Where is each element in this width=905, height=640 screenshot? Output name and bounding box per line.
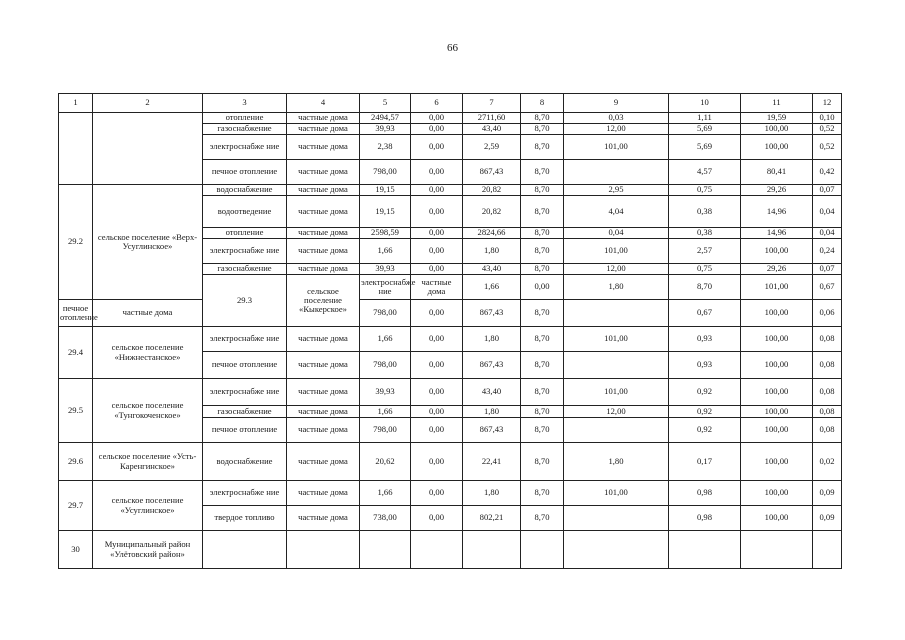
value-cell-9: 0,04: [564, 228, 669, 239]
value-cell-10: 0,92: [669, 418, 741, 443]
value-cell-9: [564, 506, 669, 531]
value-cell-7: 867,43: [463, 300, 521, 327]
housing-type-cell: частные дома: [287, 379, 360, 406]
value-cell-9: 1,80: [564, 443, 669, 481]
value-cell-10: 0,98: [669, 506, 741, 531]
value-cell-8: 8,70: [521, 481, 564, 506]
value-cell-7: 1,80: [463, 481, 521, 506]
resource-type-cell: печное отопление: [203, 352, 287, 379]
value-cell-5: 798,00: [360, 418, 411, 443]
settlement-name-cell: сельское поселение «Кыкерское»: [287, 275, 360, 327]
value-cell-5: 1,66: [360, 481, 411, 506]
value-cell-5: 20,62: [360, 443, 411, 481]
header-cell: 1: [59, 94, 93, 113]
value-cell-10: 0,92: [669, 379, 741, 406]
value-cell-11: 29,26: [741, 185, 813, 196]
value-cell-8: 8,70: [521, 228, 564, 239]
row-number-cell: [59, 113, 93, 185]
row-number-cell: 29.2: [59, 185, 93, 300]
housing-type-cell: частные дома: [287, 113, 360, 124]
value-cell-12: 0,08: [813, 418, 842, 443]
value-cell-5: 39,93: [360, 124, 411, 135]
header-cell: 6: [411, 94, 463, 113]
value-cell-7: 2824,66: [463, 228, 521, 239]
value-cell-10: 5,69: [669, 135, 741, 160]
resource-type-cell: электроснабже ние: [203, 327, 287, 352]
value-cell-6: 0,00: [411, 196, 463, 228]
value-cell-6: 0,00: [411, 160, 463, 185]
value-cell-9: 101,00: [564, 135, 669, 160]
value-cell-9: 101,00: [564, 481, 669, 506]
value-cell-5: 798,00: [360, 300, 411, 327]
header-cell: 8: [521, 94, 564, 113]
value-cell-9: 0,03: [564, 113, 669, 124]
value-cell-9: 12,00: [564, 124, 669, 135]
resource-type-cell: печное отопление: [203, 418, 287, 443]
header-cell: 12: [813, 94, 842, 113]
resource-type-cell: [203, 531, 287, 569]
header-cell: 4: [287, 94, 360, 113]
value-cell-6: 0,00: [521, 275, 564, 300]
value-cell-11: 100,00: [741, 379, 813, 406]
resource-type-cell: электроснабже ние: [203, 135, 287, 160]
value-cell-5: 2598,59: [360, 228, 411, 239]
value-cell-11: 29,26: [741, 264, 813, 275]
value-cell-10: 0,92: [669, 406, 741, 418]
header-cell: 11: [741, 94, 813, 113]
value-cell-7: 867,43: [463, 160, 521, 185]
value-cell-8: 8,70: [521, 352, 564, 379]
value-cell-5: 738,00: [360, 506, 411, 531]
value-cell-10: 0,67: [669, 300, 741, 327]
value-cell-11: 14,96: [741, 228, 813, 239]
value-cell-11: 100,00: [741, 406, 813, 418]
resource-type-cell: электроснабже ние: [360, 275, 411, 300]
housing-type-cell: [287, 531, 360, 569]
housing-type-cell: частные дома: [287, 264, 360, 275]
value-cell-7: 20,82: [463, 196, 521, 228]
value-cell-12: 0,10: [813, 113, 842, 124]
resource-type-cell: печное отопление: [59, 300, 93, 327]
settlement-name-cell: сельское поселение «Усуглинское»: [93, 481, 203, 531]
value-cell-5: 19,15: [360, 196, 411, 228]
value-cell-11: 100,00: [741, 481, 813, 506]
value-cell-11: [741, 531, 813, 569]
value-cell-12: 0,09: [813, 481, 842, 506]
housing-type-cell: частные дома: [287, 228, 360, 239]
value-cell-5: 798,00: [360, 160, 411, 185]
value-cell-7: 2711,60: [463, 113, 521, 124]
value-cell-6: 0,00: [411, 185, 463, 196]
value-cell-9: [564, 300, 669, 327]
value-cell-8: 8,70: [521, 406, 564, 418]
value-cell-8: 8,70: [521, 264, 564, 275]
resource-type-cell: отопление: [203, 228, 287, 239]
header-row: [59, 94, 842, 113]
value-cell-9: [564, 531, 669, 569]
value-cell-8: 8,70: [521, 124, 564, 135]
value-cell-8: 8,70: [521, 113, 564, 124]
value-cell-12: 0,08: [813, 406, 842, 418]
settlement-name-cell: Муниципальный район «Улётовский район»: [93, 531, 203, 569]
value-cell-7: [463, 531, 521, 569]
value-cell-10: 4,57: [669, 160, 741, 185]
value-cell-8: 8,70: [521, 185, 564, 196]
value-cell-6: 0,00: [411, 113, 463, 124]
housing-type-cell: частные дома: [93, 300, 203, 327]
value-cell-9: 4,04: [564, 196, 669, 228]
value-cell-7: 2,59: [463, 135, 521, 160]
settlement-name-cell: сельское поселение «Усть-Каренгинское»: [93, 443, 203, 481]
value-cell-10: 0,38: [669, 228, 741, 239]
value-cell-12: 0,24: [813, 239, 842, 264]
resource-type-cell: газоснабжение: [203, 406, 287, 418]
value-cell-9: 2,95: [564, 185, 669, 196]
value-cell-6: 0,00: [411, 124, 463, 135]
value-cell-10: 1,11: [669, 113, 741, 124]
resource-type-cell: электроснабже ние: [203, 239, 287, 264]
value-cell-6: [411, 531, 463, 569]
value-cell-12: 0,08: [813, 352, 842, 379]
table-row: [59, 300, 842, 327]
value-cell-5: 1,66: [463, 275, 521, 300]
value-cell-5: 2494,57: [360, 113, 411, 124]
housing-type-cell: частные дома: [287, 406, 360, 418]
housing-type-cell: частные дома: [287, 124, 360, 135]
tariff-table: [58, 93, 842, 569]
value-cell-8: 8,70: [669, 275, 741, 300]
value-cell-10: 2,57: [669, 239, 741, 264]
housing-type-cell: частные дома: [287, 443, 360, 481]
header-cell: 10: [669, 94, 741, 113]
value-cell-7: 867,43: [463, 418, 521, 443]
settlement-name-cell: сельское поселение «Тунгокоченское»: [93, 379, 203, 443]
housing-type-cell: частные дома: [287, 506, 360, 531]
value-cell-12: 0,02: [813, 443, 842, 481]
value-cell-8: 8,70: [521, 379, 564, 406]
value-cell-5: 1,66: [360, 327, 411, 352]
value-cell-5: 2,38: [360, 135, 411, 160]
settlement-name-cell: сельское поселение «Нижнестанское»: [93, 327, 203, 379]
value-cell-6: 0,00: [411, 506, 463, 531]
header-cell: 7: [463, 94, 521, 113]
header-cell: 2: [93, 94, 203, 113]
housing-type-cell: частные дома: [287, 481, 360, 506]
value-cell-6: 0,00: [411, 443, 463, 481]
value-cell-6: 0,00: [411, 264, 463, 275]
value-cell-8: 8,70: [521, 160, 564, 185]
value-cell-8: 8,70: [521, 135, 564, 160]
value-cell-12: 0,42: [813, 160, 842, 185]
value-cell-5: [360, 531, 411, 569]
value-cell-12: 0,06: [813, 300, 842, 327]
value-cell-10: 5,69: [669, 124, 741, 135]
table-row: [59, 327, 842, 352]
value-cell-12: 0,52: [813, 135, 842, 160]
row-number-cell: 29.6: [59, 443, 93, 481]
value-cell-7: 1,80: [463, 239, 521, 264]
table-row: [59, 379, 842, 406]
value-cell-9: 12,00: [564, 264, 669, 275]
row-number-cell: 29.3: [203, 275, 287, 327]
value-cell-8: [521, 531, 564, 569]
value-cell-9: 12,00: [564, 406, 669, 418]
value-cell-7: 43,40: [463, 124, 521, 135]
value-cell-11: 80,41: [741, 160, 813, 185]
housing-type-cell: частные дома: [287, 327, 360, 352]
value-cell-10: 0,75: [669, 264, 741, 275]
value-cell-7: 802,21: [463, 506, 521, 531]
settlement-name-cell: сельское поселение «Верх-Усуглинское»: [93, 185, 203, 300]
value-cell-12: 0,04: [813, 196, 842, 228]
resource-type-cell: электроснабже ние: [203, 379, 287, 406]
value-cell-10: 0,75: [669, 185, 741, 196]
value-cell-11: 100,00: [741, 418, 813, 443]
housing-type-cell: частные дома: [287, 196, 360, 228]
value-cell-11: 100,00: [741, 300, 813, 327]
value-cell-12: 0,07: [813, 264, 842, 275]
value-cell-7: 1,80: [564, 275, 669, 300]
value-cell-7: 22,41: [463, 443, 521, 481]
value-cell-12: 0,08: [813, 379, 842, 406]
table-row: [59, 531, 842, 569]
value-cell-9: [564, 160, 669, 185]
value-cell-9: 101,00: [564, 327, 669, 352]
table-row: [59, 185, 842, 196]
header-cell: 3: [203, 94, 287, 113]
value-cell-8: 8,70: [521, 196, 564, 228]
value-cell-5: 798,00: [360, 352, 411, 379]
resource-type-cell: водоснабжение: [203, 185, 287, 196]
value-cell-11: 14,96: [741, 196, 813, 228]
value-cell-10: 0,38: [669, 196, 741, 228]
header-cell: 5: [360, 94, 411, 113]
value-cell-6: 0,00: [411, 406, 463, 418]
value-cell-10: 0,93: [669, 352, 741, 379]
value-cell-8: 8,70: [521, 239, 564, 264]
value-cell-8: 8,70: [521, 418, 564, 443]
value-cell-11: 100,00: [741, 506, 813, 531]
value-cell-5: 1,66: [360, 406, 411, 418]
housing-type-cell: частные дома: [287, 160, 360, 185]
value-cell-11: 100,00: [741, 443, 813, 481]
value-cell-6: 0,00: [411, 228, 463, 239]
housing-type-cell: частные дома: [287, 135, 360, 160]
table-row: [59, 443, 842, 481]
value-cell-12: 0,07: [813, 185, 842, 196]
resource-type-cell: отопление: [203, 113, 287, 124]
value-cell-6: 0,00: [411, 379, 463, 406]
value-cell-9: [564, 352, 669, 379]
value-cell-5: 19,15: [360, 185, 411, 196]
value-cell-6: 0,00: [411, 327, 463, 352]
value-cell-8: 8,70: [521, 506, 564, 531]
value-cell-6: 0,00: [411, 481, 463, 506]
resource-type-cell: электроснабже ние: [203, 481, 287, 506]
value-cell-5: 1,66: [360, 239, 411, 264]
value-cell-9: 101,00: [564, 239, 669, 264]
row-number-cell: 29.4: [59, 327, 93, 379]
value-cell-7: 43,40: [463, 379, 521, 406]
value-cell-10: [669, 531, 741, 569]
resource-type-cell: водоотведение: [203, 196, 287, 228]
value-cell-11: 100,00: [741, 239, 813, 264]
resource-type-cell: водоснабжение: [203, 443, 287, 481]
value-cell-12: 0,09: [813, 506, 842, 531]
value-cell-7: 1,80: [463, 327, 521, 352]
value-cell-10: 0,67: [813, 275, 842, 300]
value-cell-5: 39,93: [360, 379, 411, 406]
value-cell-10: 0,98: [669, 481, 741, 506]
table-body: [59, 94, 842, 569]
housing-type-cell: частные дома: [411, 275, 463, 300]
value-cell-9: [564, 418, 669, 443]
value-cell-9: 101,00: [741, 275, 813, 300]
value-cell-12: [813, 531, 842, 569]
value-cell-7: 20,82: [463, 185, 521, 196]
value-cell-8: 8,70: [521, 443, 564, 481]
value-cell-8: 8,70: [521, 300, 564, 327]
table-row: [59, 481, 842, 506]
resource-type-cell: твердое топливо: [203, 506, 287, 531]
value-cell-11: 100,00: [741, 327, 813, 352]
housing-type-cell: частные дома: [287, 185, 360, 196]
header-cell: 9: [564, 94, 669, 113]
value-cell-10: 0,93: [669, 327, 741, 352]
housing-type-cell: частные дома: [287, 418, 360, 443]
value-cell-10: 0,17: [669, 443, 741, 481]
value-cell-7: 867,43: [463, 352, 521, 379]
housing-type-cell: частные дома: [287, 352, 360, 379]
page-number: 66: [447, 42, 458, 54]
value-cell-11: 19,59: [741, 113, 813, 124]
value-cell-9: 101,00: [564, 379, 669, 406]
row-number-cell: 29.5: [59, 379, 93, 443]
value-cell-8: 8,70: [521, 327, 564, 352]
value-cell-11: 100,00: [741, 352, 813, 379]
resource-type-cell: газоснабжение: [203, 124, 287, 135]
value-cell-6: 0,00: [411, 352, 463, 379]
housing-type-cell: частные дома: [287, 239, 360, 264]
resource-type-cell: печное отопление: [203, 160, 287, 185]
value-cell-6: 0,00: [411, 135, 463, 160]
value-cell-11: 100,00: [741, 135, 813, 160]
table-row: [59, 113, 842, 124]
settlement-name-cell: [93, 113, 203, 185]
value-cell-12: 0,52: [813, 124, 842, 135]
value-cell-12: 0,08: [813, 327, 842, 352]
value-cell-5: 39,93: [360, 264, 411, 275]
row-number-cell: 30: [59, 531, 93, 569]
value-cell-11: 100,00: [741, 124, 813, 135]
value-cell-6: 0,00: [411, 418, 463, 443]
value-cell-7: 43,40: [463, 264, 521, 275]
value-cell-6: 0,00: [411, 239, 463, 264]
value-cell-6: 0,00: [411, 300, 463, 327]
value-cell-12: 0,04: [813, 228, 842, 239]
value-cell-7: 1,80: [463, 406, 521, 418]
resource-type-cell: газоснабжение: [203, 264, 287, 275]
row-number-cell: 29.7: [59, 481, 93, 531]
